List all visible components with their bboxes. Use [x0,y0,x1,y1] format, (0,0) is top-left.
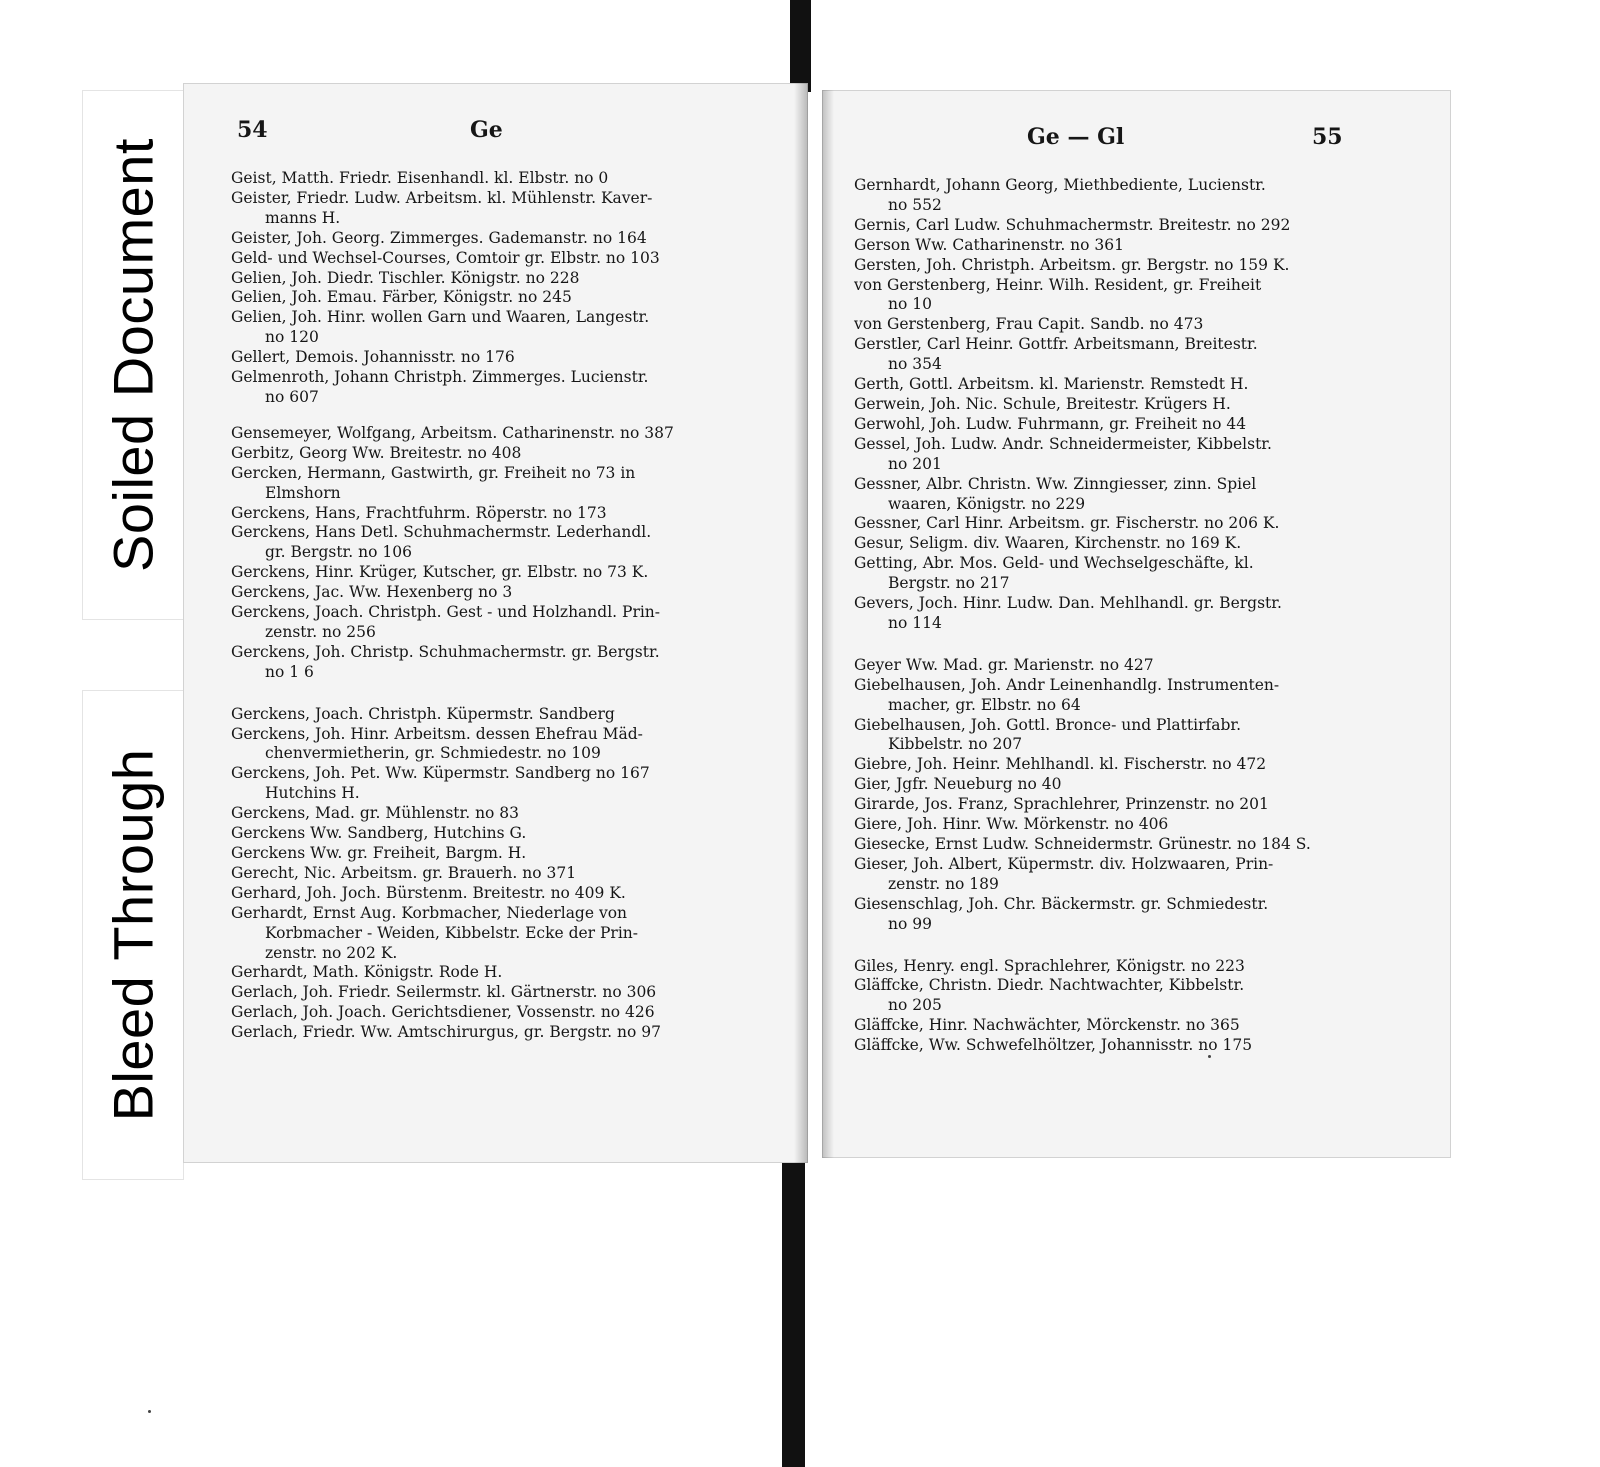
entry-line: Geld- und Wechsel-Courses, Comtoir gr. Elbstr. no 103 [231,248,660,267]
directory-entry [231,1003,773,1023]
right-gutter-shadow [822,90,834,1158]
directory-entry [854,1036,1424,1056]
entry-line: Geister, Joh. Georg. Zimmerges. Gademanstr. no 164 [231,228,647,247]
directory-entry [231,904,773,964]
directory-entry [231,963,773,983]
entry-line: Gerckens, Joach. Christph. Küpermstr. Sandberg [231,704,615,723]
directory-entry [231,249,773,269]
entry-continuation: no 205 [888,996,942,1015]
directory-entry [231,983,773,1003]
entry-line: Gessel, Joh. Ludw. Andr. Schneidermeister, Kibbelstr. [854,434,1272,453]
entry-line: Gerhard, Joh. Joch. Bürstenm. Breitestr. no 409 K. [231,883,626,902]
entry-line: Gläffcke, Hinr. Nachwächter, Mörckenstr. no 365 [854,1016,1240,1035]
entry-continuation: zenstr. no 189 [888,874,999,893]
entry-continuation: Elmshorn [265,483,341,502]
entry-line: Gerth, Gottl. Arbeitsm. kl. Marienstr. Remstedt H. [854,375,1249,394]
entry-line: Gerhardt, Math. Königstr. Rode H. [231,963,503,982]
soiled-document-label [82,90,184,620]
binding-clip-bottom [782,1158,805,1467]
directory-entry [231,764,773,804]
directory-entry [231,464,773,504]
entry-line: Gelien, Joh. Hinr. wollen Garn und Waaren, Langestr. [231,308,650,327]
binding-clip-top [790,0,811,92]
entry-line: Gerckens, Joh. Christp. Schuhmachermstr. gr. Bergstr. [231,642,660,661]
directory-entry [854,835,1424,855]
entry-line: Gerson Ww. Catharinenstr. no 361 [854,235,1125,254]
directory-entry [854,375,1424,395]
right-page-number: 55 [1312,124,1343,150]
entry-line: Gläffcke, Ww. Schwefelhöltzer, Johannisstr. no 175 [854,1036,1253,1055]
directory-entry [854,716,1424,756]
entry-line: Gelien, Joh. Diedr. Tischler. Königstr. no 228 [231,268,580,287]
directory-entry [231,523,773,563]
entry-continuation: no 10 [888,295,932,314]
directory-entry [854,335,1424,375]
entry-line: Gerckens, Joach. Christph. Gest - und Holzhandl. Prin- [231,603,661,622]
entry-line: Gieser, Joh. Albert, Küpermstr. div. Holzwaaren, Prin- [854,854,1274,873]
entry-continuation: no 552 [888,195,942,214]
directory-entry [854,395,1424,415]
directory-entry [231,824,773,844]
entry-line: von Gerstenberg, Heinr. Wilh. Resident, gr. Freiheit [854,275,1262,294]
entry-continuation: macher, gr. Elbstr. no 64 [888,695,1081,714]
directory-entry [231,603,773,643]
directory-entry [854,514,1424,534]
directory-entry [854,315,1424,335]
directory-entry [854,795,1424,815]
entry-line: Gerlach, Joh. Friedr. Seilermstr. kl. Gärtnerstr. no 306 [231,983,657,1002]
directory-entry [854,656,1424,676]
left-page-header: Ge [470,117,503,143]
entry-continuation: zenstr. no 256 [265,622,376,641]
entry-line: Gerckens, Joh. Hinr. Arbeitsm. dessen Ehefrau Mäd- [231,724,643,743]
directory-entry [231,308,773,348]
entry-continuation: no 120 [265,328,319,347]
right-page [822,90,1451,1158]
entry-continuation: Hutchins H. [265,784,360,803]
entry-continuation: manns H. [265,208,341,227]
entry-line: Gerwohl, Joh. Ludw. Fuhrmann, gr. Freiheit no 44 [854,414,1247,433]
directory-entry [854,554,1424,594]
entry-line: Gernis, Carl Ludw. Schuhmachermstr. Breitestr. no 292 [854,215,1291,234]
entry-line: Gessner, Carl Hinr. Arbeitsm. gr. Fischerstr. no 206 K. [854,514,1280,533]
entry-line: Gerbitz, Georg Ww. Breitestr. no 408 [231,443,522,462]
directory-entry [231,705,773,725]
entry-line: Gerwein, Joh. Nic. Schule, Breitestr. Krügers H. [854,394,1231,413]
directory-entry [231,288,773,308]
directory-entry [231,804,773,824]
entry-line: Giebelhausen, Joh. Andr Leinenhandlg. Instrumenten- [854,675,1280,694]
directory-entry [854,855,1424,895]
entry-continuation: no 354 [888,355,942,374]
soiled-document-text: Soiled Document [101,138,165,572]
entry-line: Giesecke, Ernst Ludw. Schneidermstr. Grünestr. no 184 S. [854,835,1311,853]
directory-entry [231,424,773,444]
entry-line: Gerstler, Carl Heinr. Gottfr. Arbeitsmann, Breitestr. [854,335,1258,354]
entry-line: Gesur, Seligm. div. Waaren, Kirchenstr. no 169 K. [854,534,1242,553]
entry-line: Gerckens, Joh. Pet. Ww. Küpermstr. Sandberg no 167 [231,764,650,783]
entry-continuation: zenstr. no 202 K. [265,943,398,962]
entry-line: Gevers, Joch. Hinr. Ludw. Dan. Mehlhandl. gr. Bergstr. [854,594,1282,613]
directory-entry [854,755,1424,775]
directory-entry [231,725,773,765]
entry-line: Giere, Joh. Hinr. Ww. Mörkenstr. no 406 [854,815,1169,834]
scan-speck [148,1410,151,1413]
entry-line: von Gerstenberg, Frau Capit. Sandb. no 473 [854,315,1204,334]
directory-entry [854,176,1424,216]
directory-entry [854,236,1424,256]
entry-line: Gerlach, Friedr. Ww. Amtschirurgus, gr. Bergstr. no 97 [231,1023,661,1042]
entry-line: Geyer Ww. Mad. gr. Marienstr. no 427 [854,655,1154,674]
entry-line: Gercken, Hermann, Gastwirth, gr. Freiheit no 73 in [231,463,636,482]
entry-continuation: Bergstr. no 217 [888,574,1010,593]
directory-entry [854,475,1424,515]
entry-line: Giebre, Joh. Heinr. Mehlhandl. kl. Fischerstr. no 472 [854,755,1267,774]
entry-continuation: Kibbelstr. no 207 [888,735,1023,754]
entry-line: Girarde, Jos. Franz, Sprachlehrer, Prinzenstr. no 201 [854,795,1269,814]
directory-entry [231,444,773,464]
left-gutter-shadow [794,83,808,1163]
entry-line: Gerckens, Mad. gr. Mühlenstr. no 83 [231,804,520,823]
directory-entry [854,256,1424,276]
directory-entry [231,583,773,603]
entry-line: Gensemeyer, Wolfgang, Arbeitsm. Catharinenstr. no 387 [231,423,674,442]
directory-entry [854,216,1424,236]
entry-continuation: chenvermietherin, gr. Schmiedestr. no 109 [265,744,601,763]
directory-entry [231,504,773,524]
entry-continuation: no 114 [888,613,942,632]
entry-line: Gelmenroth, Johann Christph. Zimmerges. Lucienstr. [231,368,649,387]
directory-entry [854,775,1424,795]
right-page-header: Ge — Gl [1027,124,1125,150]
directory-entry [231,643,773,683]
entry-continuation: no 201 [888,454,942,473]
entry-continuation: no 607 [265,387,319,406]
directory-entry [231,348,773,368]
directory-entry [231,189,773,229]
entry-line: Geister, Friedr. Ludw. Arbeitsm. kl. Mühlenstr. Kaver- [231,188,653,207]
entry-line: Gläffcke, Christn. Diedr. Nachtwachter, Kibbelstr. [854,976,1245,995]
directory-entry [231,884,773,904]
entry-line: Gerckens Ww. Sandberg, Hutchins G. [231,824,527,843]
directory-entry [854,415,1424,435]
entry-line: Gernhardt, Johann Georg, Miethbediente, Lucienstr. [854,176,1266,194]
entry-continuation: no 99 [888,914,932,933]
entry-line: Gerckens, Hinr. Krüger, Kutscher, gr. Elbstr. no 73 K. [231,563,649,582]
directory-entry [231,844,773,864]
entry-line: Gerckens Ww. gr. Freiheit, Bargm. H. [231,844,527,862]
entry-line: Getting, Abr. Mos. Geld- und Wechselgeschäfte, kl. [854,554,1254,573]
left-page-number: 54 [237,117,268,143]
entry-continuation: gr. Bergstr. no 106 [265,543,412,562]
directory-entry [231,864,773,884]
scan-speck [1208,1055,1211,1058]
entry-line: Gerckens, Jac. Ww. Hexenberg no 3 [231,583,513,602]
entry-line: Gersten, Joh. Christph. Arbeitsm. gr. Bergstr. no 159 K. [854,255,1290,274]
entry-continuation: waaren, Königstr. no 229 [888,494,1086,513]
entry-line: Giebelhausen, Joh. Gottl. Bronce- und Plattirfabr. [854,715,1242,734]
right-entry-list [854,176,1424,1056]
bleed-through-label [82,690,184,1180]
directory-entry [231,169,773,189]
directory-entry [854,276,1424,316]
entry-line: Giles, Henry. engl. Sprachlehrer, Königstr. no 223 [854,956,1245,975]
entry-line: Geist, Matth. Friedr. Eisenhandl. kl. Elbstr. no 0 [231,169,609,187]
directory-entry [854,957,1424,977]
entry-continuation: no 1 6 [265,662,314,681]
directory-entry [231,1023,773,1043]
entry-line: Giesenschlag, Joh. Chr. Bäckermstr. gr. Schmiedestr. [854,894,1269,913]
entry-continuation: Korbmacher - Weiden, Kibbelstr. Ecke der Prin- [265,923,639,942]
entry-line: Gerecht, Nic. Arbeitsm. gr. Brauerh. no 371 [231,863,577,882]
entry-line: Gelien, Joh. Emau. Färber, Königstr. no 245 [231,288,572,307]
directory-entry [231,563,773,583]
entry-line: Gellert, Demois. Johannisstr. no 176 [231,348,515,367]
directory-entry [231,229,773,249]
directory-entry [854,1016,1424,1036]
directory-entry [854,976,1424,1016]
entry-line: Gier, Jgfr. Neueburg no 40 [854,775,1062,794]
directory-entry [854,676,1424,716]
bleed-through-text: Bleed Through [101,748,165,1122]
directory-entry [231,269,773,289]
entry-line: Gessner, Albr. Christn. Ww. Zinngiesser, zinn. Spiel [854,474,1257,493]
entry-line: Gerlach, Joh. Joach. Gerichtsdiener, Vossenstr. no 426 [231,1003,655,1022]
entry-line: Gerckens, Hans, Frachtfuhrm. Röperstr. no 173 [231,503,607,522]
left-page [183,83,808,1163]
directory-entry [854,534,1424,554]
entry-line: Gerhardt, Ernst Aug. Korbmacher, Niederlage von [231,903,628,922]
directory-entry [854,435,1424,475]
directory-entry [854,815,1424,835]
left-entry-list [231,169,773,1043]
entry-line: Gerckens, Hans Detl. Schuhmachermstr. Lederhandl. [231,523,652,542]
directory-entry [231,368,773,408]
directory-entry [854,895,1424,935]
directory-entry [854,594,1424,634]
